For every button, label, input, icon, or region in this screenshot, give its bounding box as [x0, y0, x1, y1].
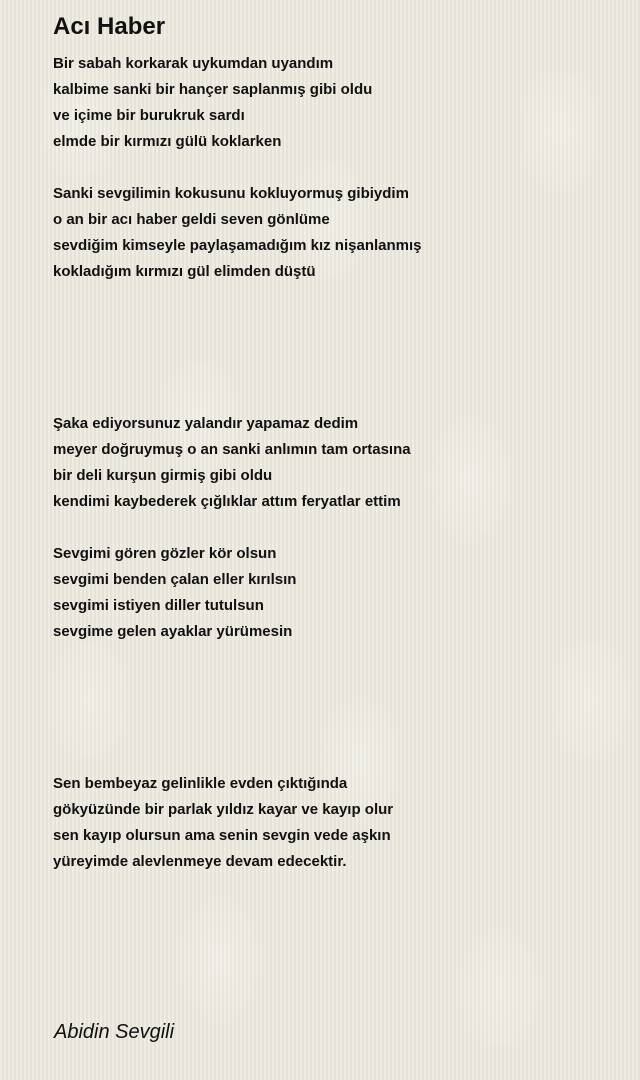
poem-line: meyer doğruymuş o an sanki anlımın tam ortasına: [53, 441, 411, 458]
poem-author: Abidin Sevgili: [54, 1021, 175, 1043]
poem-line: o an bir acı haber geldi seven gönlüme: [53, 211, 330, 228]
stanza-2: [53, 181, 613, 285]
poem-line: ve içime bir burukruk sardı: [53, 107, 245, 124]
stanza-5: [53, 771, 613, 875]
poem-line: Sanki sevgilimin kokusunu kokluyormuş gibiydim: [53, 185, 409, 202]
poem-line: Şaka ediyorsunuz yalandır yapamaz dedim: [53, 415, 359, 432]
poem-line: sevgimi benden çalan eller kırılsın: [53, 571, 297, 588]
stanza-4: [53, 541, 613, 645]
poem-line: kendimi kaybederek çığlıklar attım feryatlar ettim: [53, 493, 401, 510]
poem-line: gökyüzünde bir parlak yıldız kayar ve kayıp olur: [53, 801, 394, 818]
poem-line: sen kayıp olursun ama senin sevgin vede aşkın: [53, 827, 391, 844]
poem-line: yüreyimde alevlenmeye devam edecektir.: [53, 853, 347, 870]
poem-line: sevgime gelen ayaklar yürümesin: [53, 623, 293, 640]
poem-line: kokladığım kırmızı gül elimden düştü: [53, 263, 316, 280]
poem-line: sevgimi istiyen diller tutulsun: [53, 597, 264, 614]
poem-title: Acı Haber: [53, 13, 166, 40]
poem-line: kalbime sanki bir hançer saplanmış gibi oldu: [53, 81, 373, 98]
poem-line: Bir sabah korkarak uykumdan uyandım: [53, 55, 334, 72]
stanza-3: [53, 411, 613, 515]
poem-line: Sevgimi gören gözler kör olsun: [53, 545, 277, 562]
poem-line: Sen bembeyaz gelinlikle evden çıktığında: [53, 775, 348, 792]
poem-line: elmde bir kırmızı gülü koklarken: [53, 133, 282, 150]
stanza-1: [53, 51, 613, 155]
poem-line: sevdiğim kimseyle paylaşamadığım kız nişanlanmış: [53, 237, 422, 254]
poem-line: bir deli kurşun girmiş gibi oldu: [53, 467, 273, 484]
